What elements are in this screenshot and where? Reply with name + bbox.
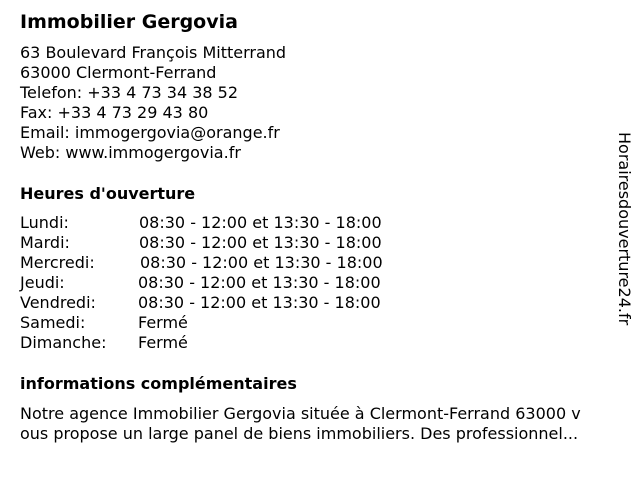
description-line-1: Notre agence Immobilier Gergovia située à Clermont-Ferrand 63000 v [20,404,581,423]
address-line-2: 63000 Clermont-Ferrand [20,63,217,82]
email-line: Email: immogergovia@orange.fr [20,123,280,142]
description-line-2: ous propose un large panel de biens immobiliers. Des professionnel... [20,424,579,443]
day-hours: Fermé [138,313,188,332]
day-label: Mercredi: [20,253,95,272]
fax-line: Fax: +33 4 73 29 43 80 [20,103,209,122]
day-hours: 08:30 - 12:00 et 13:30 - 18:00 [140,253,383,272]
phone-line: Telefon: +33 4 73 34 38 52 [20,83,239,102]
opening-hours-heading: Heures d'ouverture [20,184,196,203]
business-title: Immobilier Gergovia [20,11,238,33]
day-hours: 08:30 - 12:00 et 13:30 - 18:00 [139,233,382,252]
day-label: Lundi: [20,213,69,232]
description-text [20,404,632,444]
address-line-1: 63 Boulevard François Mitterrand [20,43,287,62]
day-label: Mardi: [20,233,70,252]
day-hours: 08:30 - 12:00 et 13:30 - 18:00 [138,273,381,292]
day-label: Jeudi: [20,273,65,292]
day-hours: Fermé [138,333,188,352]
day-label: Dimanche: [20,333,107,352]
contact-block [20,43,286,163]
day-hours: 08:30 - 12:00 et 13:30 - 18:00 [139,213,382,232]
web-line: Web: www.immogergovia.fr [20,143,241,162]
day-label: Samedi: [20,313,86,332]
additional-info-heading: informations complémentaires [20,374,297,393]
watermark-text: Horairesdouverture24.fr [615,132,634,326]
day-hours: 08:30 - 12:00 et 13:30 - 18:00 [138,293,381,312]
day-label: Vendredi: [20,293,96,312]
site-watermark [612,132,636,372]
